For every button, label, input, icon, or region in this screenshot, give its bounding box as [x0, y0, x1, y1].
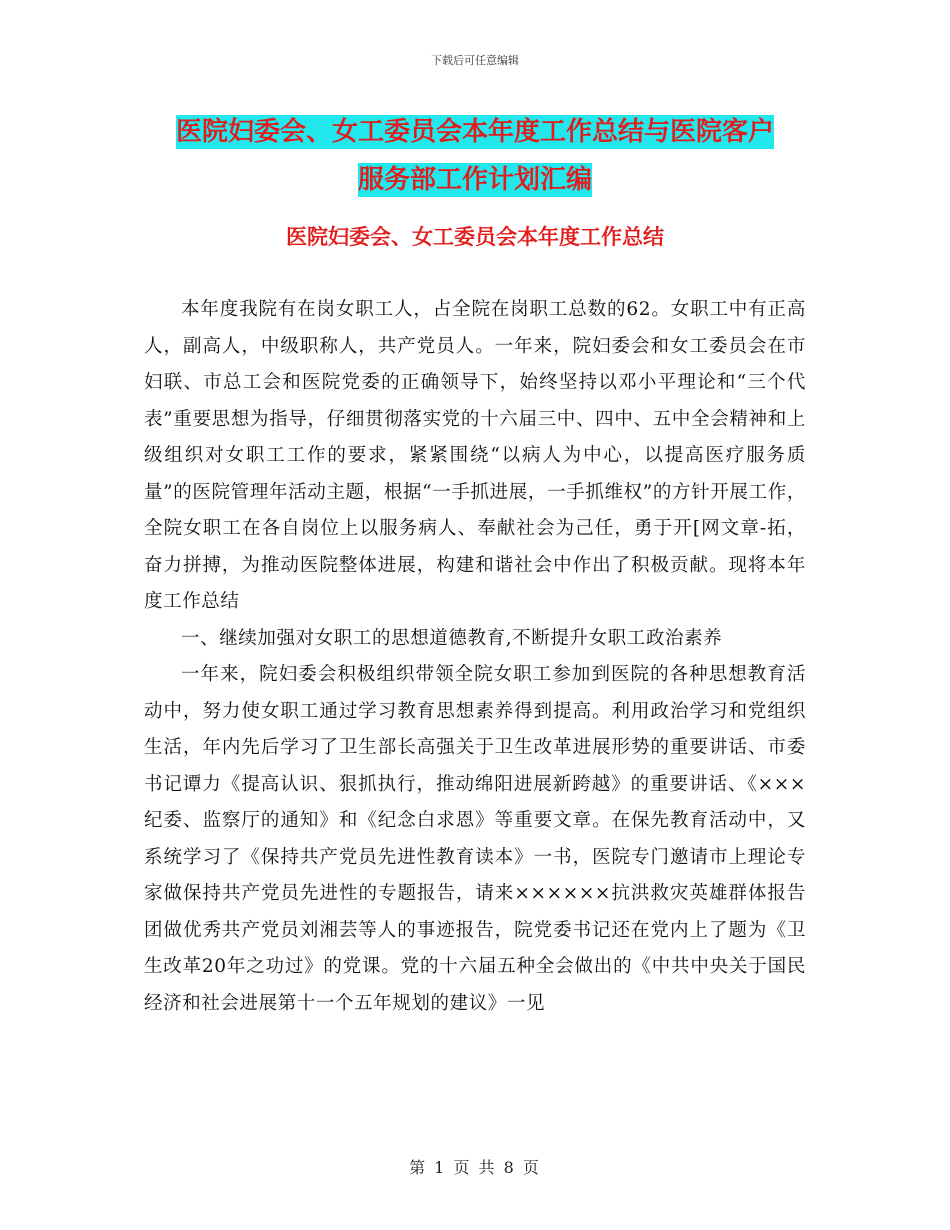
document-title: [140, 108, 810, 204]
header-note: 下载后可任意编辑: [431, 54, 519, 67]
paragraph-heading: 一、继续加强对女职工的思想道德教育,不断提升女职工政治素养: [181, 627, 723, 649]
body-text: [144, 292, 806, 1022]
paragraph: 本年度我院有在岗女职工人，占全院在岗职工总数的62。女职工中有正高人，副高人，中级职称人，共产党员人。一年来，院妇委会和女工委员会在市妇联、市总工会和医院党委的正确领导下，始终坚持以邓小平理论和“三个代表”重要思想为指导，仔细贯彻落实党的十六届三中、四中、五中全会精神和上级组织对女职工工作的要求，紧紧围绕“以病人为中心，以提高医疗服务质量”的医院管理年活动主题，根据“一手抓进展，一手抓维权”的方针开展工作，全院女职工在各自岗位上以服务病人、奉献社会为己任，勇于开[网文章-拓，奋力拼搏，为推动医院整体进展，构建和谐社会中作出了积极贡献。现将本年度工作总结: [144, 299, 806, 612]
title-line-1: 医院妇委会、女工委员会本年度工作总结与医院客户: [175, 117, 774, 147]
paragraph: 一年来，院妇委会积极组织带领全院女职工参加到医院的各种思想教育活动中，努力使女职工通过学习教育思想素养得到提高。利用政治学习和党组织生活，年内先后学习了卫生部长高强关于卫生改革进展形势的重要讲话、市委书记谭力《提高认识、狠抓执行，推动绵阳进展新跨越》的重要讲话、《×××纪委、监察厅的通知》和《纪念白求恩》等重要文章。在保先教育活动中，又系统学习了《保持共产党员先进性教育读本》一书，医院专门邀请市上理论专家做保持共产党员先进性的专题报告，请来××××××抗洪救灾英雄群体报告团做优秀共产党员刘湘芸等人的事迹报告，院党委书记还在党内上了题为《卫生改革20年之功过》的党课。党的十六届五种全会做出的《中共中央关于国民经济和社会进展第十一个五年规划的建议》一见: [144, 664, 806, 1014]
section-title: 医院妇委会、女工委员会本年度工作总结: [286, 225, 664, 249]
title-line-2: 服务部工作计划汇编: [357, 165, 592, 195]
page-footer: 第 1 页 共 8 页: [409, 1158, 541, 1177]
